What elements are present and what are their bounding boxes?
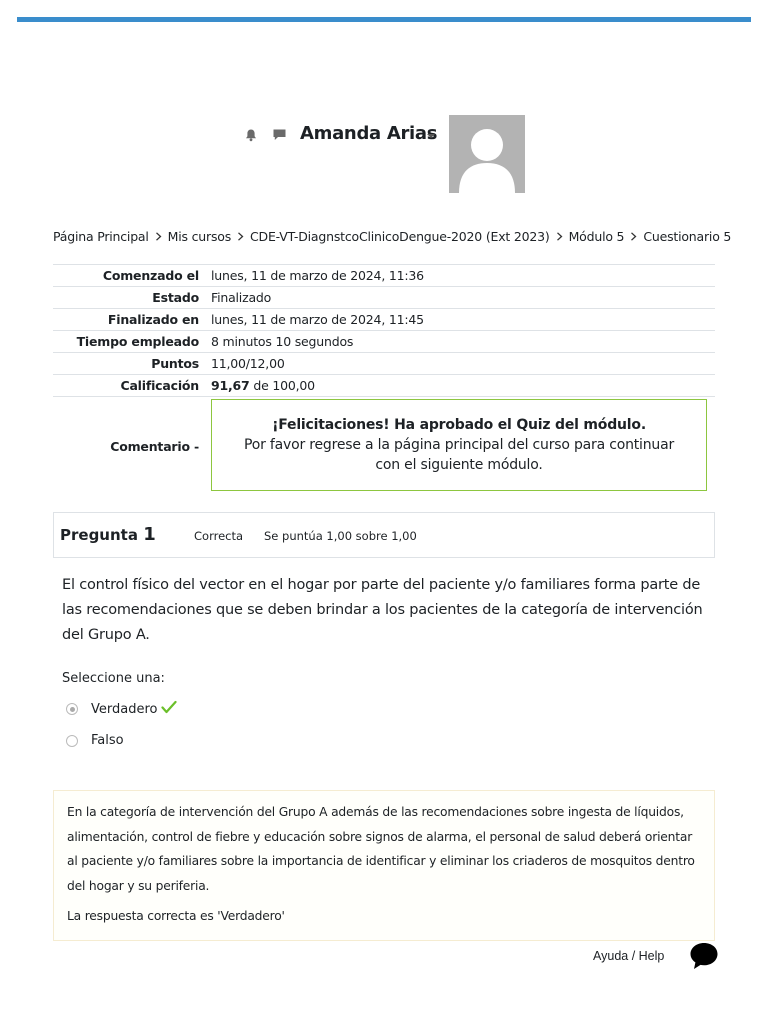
- breadcrumb-my-courses[interactable]: Mis cursos: [167, 229, 232, 244]
- chevron-right-icon: [630, 229, 637, 244]
- breadcrumb: [53, 229, 731, 244]
- right-answer: La respuesta correcta es 'Verdadero': [67, 909, 285, 923]
- question-grade: Se puntúa 1,00 sobre 1,00: [264, 529, 417, 543]
- question-text: El control físico del vector en el hogar por parte del paciente y/o familiares forma parte de las recomendaciones que se deben brindar a los pacientes de la categoría de intervención del Grupo A.: [62, 577, 703, 643]
- breadcrumb-home[interactable]: Página Principal: [53, 229, 149, 244]
- summary-row-grade: [53, 375, 715, 397]
- time-label: Tiempo empleado: [76, 334, 199, 349]
- answer-explanation-box: [53, 790, 715, 941]
- finished-value: lunes, 11 de marzo de 2024, 11:45: [211, 312, 424, 327]
- breadcrumb-module[interactable]: Módulo 5: [568, 229, 625, 244]
- summary-row-started: [53, 265, 715, 287]
- state-value: Finalizado: [211, 290, 272, 305]
- chevron-right-icon: [556, 229, 563, 244]
- comment-label: Comentario -: [110, 438, 199, 454]
- question-number: [60, 524, 156, 545]
- question-state: Correcta: [194, 529, 244, 543]
- summary-row-points: [53, 353, 715, 375]
- answer-prompt: Seleccione una:: [62, 671, 165, 686]
- points-label: Puntos: [151, 356, 199, 371]
- grade-value-cell: [205, 375, 715, 397]
- comment-cell: [205, 397, 715, 496]
- radio-true[interactable]: [66, 703, 78, 715]
- summary-row-state: [53, 287, 715, 309]
- breadcrumb-course[interactable]: CDE-VT-DiagnstcoClinicoDengue-2020 (Ext 2023): [250, 229, 550, 244]
- option-false[interactable]: [66, 733, 124, 748]
- option-false-label: Falso: [91, 733, 124, 748]
- general-feedback: En la categoría de intervención del Grupo A además de las recomendaciones sobre ingesta de líquidos, alimentación, control de fiebre y educación sobre signos de alarma, el personal de salud deberá orientar al paciente y/o familiares sobre la importancia de identificar y eliminar los criaderos de mosquitos dentro del hogar y su periferia.: [67, 805, 695, 893]
- overall-feedback-box: [211, 399, 707, 491]
- started-value: lunes, 11 de marzo de 2024, 11:36: [211, 268, 424, 283]
- feedback-text: Por favor regrese a la página principal del curso para continuar con el siguiente módulo.: [243, 437, 675, 473]
- chat-bubble-icon[interactable]: [688, 940, 720, 976]
- radio-false[interactable]: [66, 735, 78, 747]
- grade-value: 91,67: [211, 378, 250, 393]
- state-label: Estado: [152, 290, 199, 305]
- question-label: Pregunta: [60, 526, 138, 544]
- top-accent-bar: [17, 17, 751, 22]
- user-avatar[interactable]: [449, 115, 525, 193]
- chevron-right-icon: [237, 229, 244, 244]
- help-link[interactable]: Ayuda / Help: [593, 949, 665, 963]
- chevron-right-icon: [155, 229, 162, 244]
- points-value: 11,00/12,00: [211, 356, 285, 371]
- grade-suffix: de 100,00: [253, 378, 315, 393]
- option-true-label: Verdadero: [91, 701, 158, 717]
- user-name[interactable]: Amanda Arias: [300, 123, 438, 144]
- quiz-summary-table: [53, 264, 715, 495]
- summary-row-comment: [53, 397, 715, 496]
- question-number-value: 1: [143, 524, 156, 545]
- grade-label: Calificación: [120, 378, 199, 393]
- summary-row-time: [53, 331, 715, 353]
- chat-icon[interactable]: [272, 127, 287, 146]
- summary-row-finished: [53, 309, 715, 331]
- started-label: Comenzado el: [102, 268, 199, 283]
- option-true[interactable]: [66, 700, 177, 718]
- bell-icon[interactable]: [244, 127, 258, 146]
- feedback-title: ¡Felicitaciones! Ha aprobado el Quiz del módulo.: [272, 417, 646, 433]
- finished-label: Finalizado en: [107, 312, 199, 327]
- time-value: 8 minutos 10 segundos: [211, 334, 354, 349]
- breadcrumb-quiz[interactable]: Cuestionario 5: [643, 229, 732, 244]
- question-info-box: [53, 512, 715, 558]
- check-icon: [161, 700, 177, 718]
- caret-down-icon[interactable]: [427, 134, 435, 138]
